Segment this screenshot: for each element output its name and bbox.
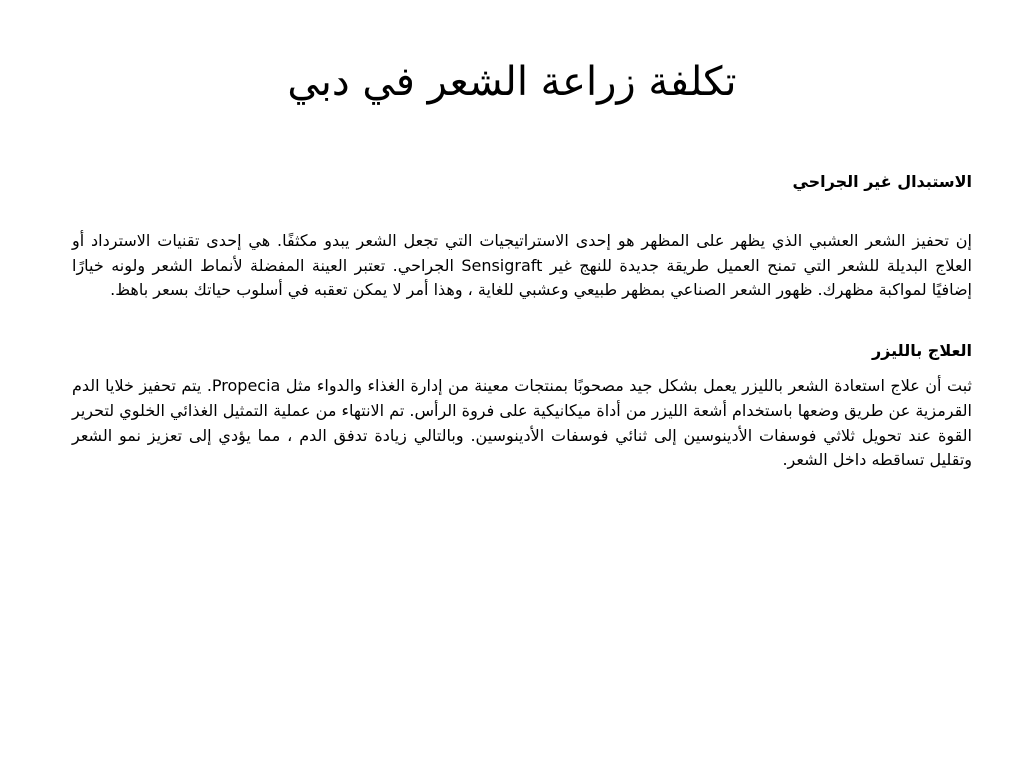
section-body-laser: ثبت أن علاج استعادة الشعر بالليزر يعمل بشكل جيد مصحوبًا بمنتجات معينة من إدارة الغذاء والدواء مثل Propecia. يتم تحفيز خلايا الدم القرمزية عن طريق وضعها باستخدام أشعة الليزر من أداة ميكانيكية على فروة الرأس. تم الانتهاء من عملية التمثيل الغذائي الخلوي لتحرير القوة عند تحويل ثلاثي فوسفات الأدينوسين إلى ثنائي فوسفات الأدينوسين. وبالتالي زيادة تدفق الدم ، مما يؤدي إلى تعزيز نمو الشعر وتقليل تساقطه داخل الشعر. <box>72 375 972 470</box>
slide-content <box>72 170 972 473</box>
slide-title: تكلفة زراعة الشعر في دبي <box>287 59 737 105</box>
section-heading-laser: العلاج بالليزر <box>871 341 972 361</box>
section-body-non-surgical: إن تحفيز الشعر العشبي الذي يظهر على المظهر هو إحدى الاستراتيجيات التي تجعل الشعر يبدو مكثفًا. هي إحدى تقنيات الاسترداد أو العلاج البديلة للشعر التي تمنح العميل طريقة جديدة للنهج غير Sensigraft الجراحي. تعتبر العينة المفضلة لأنماط الشعر ولونه خيارًا إضافيًا لمواكبة مظهرك. ظهور الشعر الصناعي بمظهر طبيعي وعشبي للغاية ، وهذا أمر لا يمكن تعقبه في أسلوب حياتك بسعر باهظ. <box>72 230 973 300</box>
section-heading-non-surgical: الاستبدال غير الجراحي <box>792 172 972 191</box>
